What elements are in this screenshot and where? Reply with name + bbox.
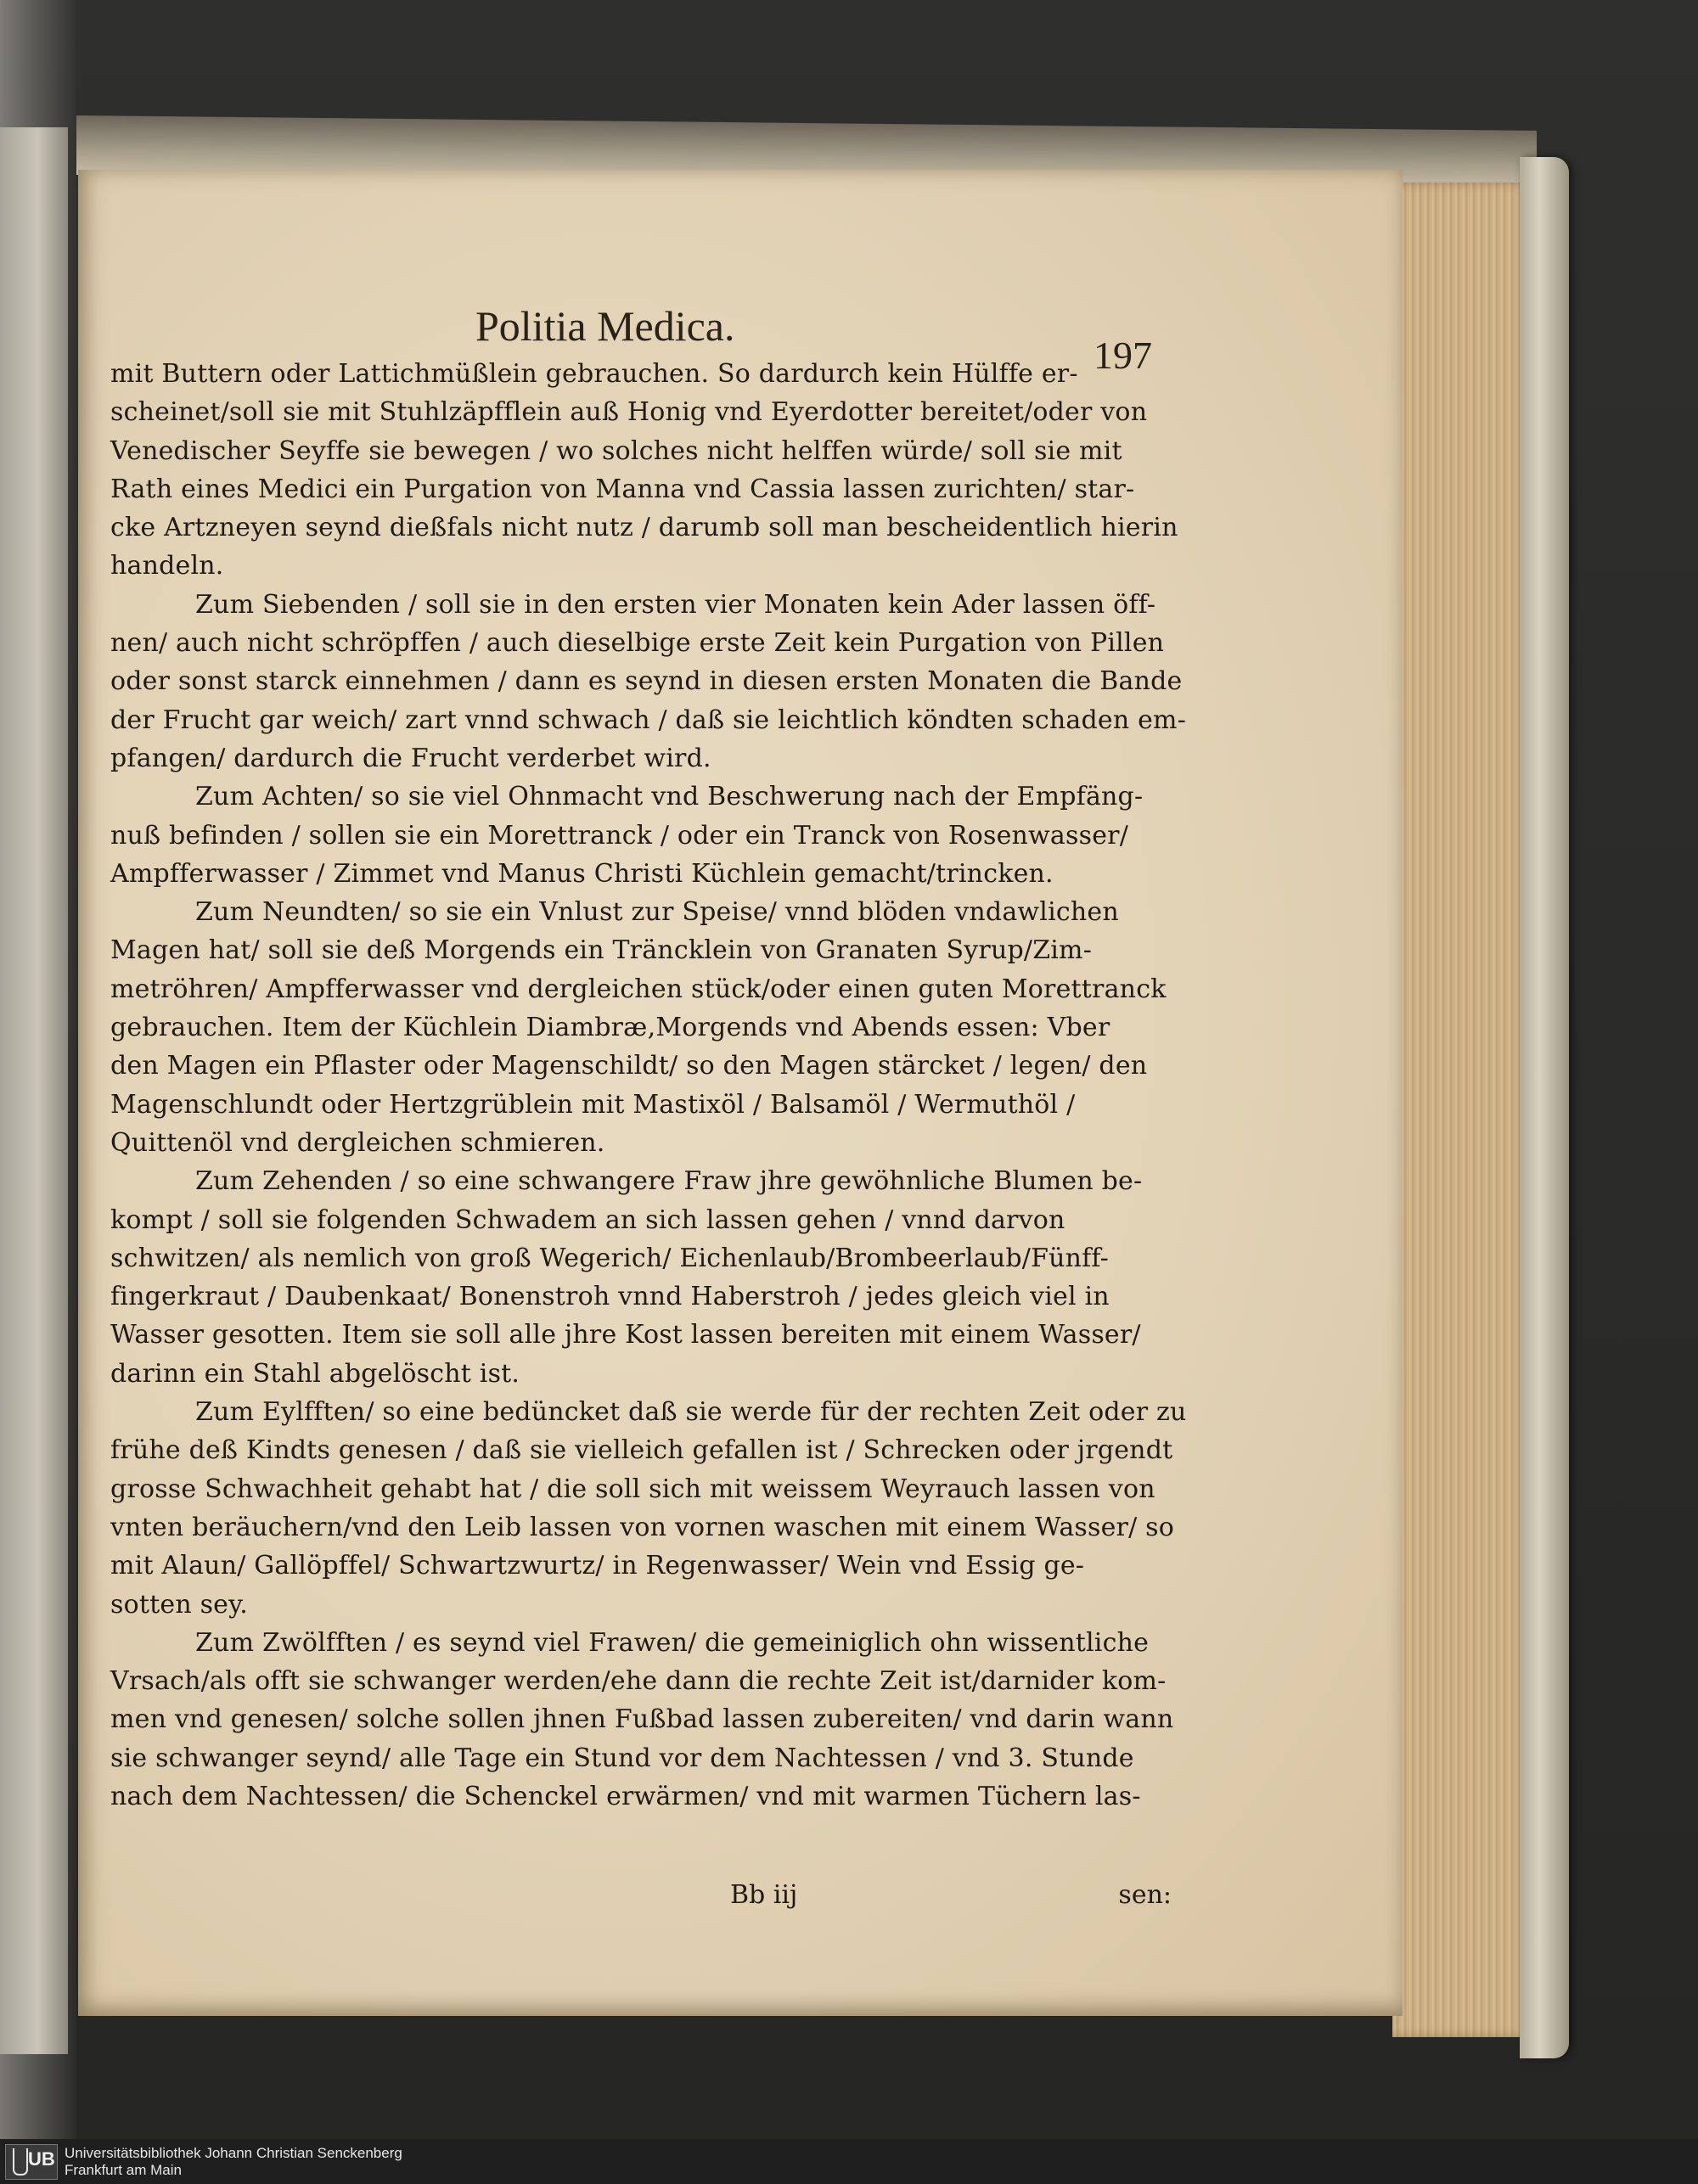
page-fore-edge xyxy=(1392,182,1532,2037)
text-line: Magenschlundt oder Hertzgrüblein mit Mastixöl / Balsamöl / Wermuthöl / xyxy=(110,1089,1076,1120)
text-line: metröhren/ Ampfferwasser vnd dergleichen stück/oder einen guten Morettranck xyxy=(110,974,1167,1004)
text-line: Quittenöl vnd dergleichen schmieren. xyxy=(110,1127,605,1158)
text-line: sie schwanger seynd/ alle Tage ein Stund vor dem Nachtessen / vnd 3. Stunde xyxy=(110,1743,1134,1773)
text-line: mit Alaun/ Gallöpffel/ Schwartzwurtz/ in Regenwasser/ Wein vnd Essig ge- xyxy=(110,1551,1085,1581)
text-line: mit Buttern oder Lattichmüßlein gebrauchen. So dardurch kein Hülffe er- xyxy=(110,359,1078,389)
text-line: Zum Achten/ so sie viel Ohnmacht vnd Beschwerung nach der Empfäng- xyxy=(195,782,1144,812)
text-line: Venedischer Seyffe sie bewegen / wo solches nicht helffen würde/ soll sie mit xyxy=(110,435,1122,466)
signature-mark: Bb iij xyxy=(730,1880,798,1910)
text-line: scheinet/soll sie mit Stuhlzäpfflein auß Honig vnd Eyerdotter bereitet/oder von xyxy=(110,397,1148,428)
library-logo-icon xyxy=(13,2148,28,2176)
text-line: kompt / soll sie folgenden Schwadem an sich lassen gehen / vnnd darvon xyxy=(110,1204,1065,1235)
text-line: cke Artzneyen seynd dießfals nicht nutz / darumb soll man bescheidentlich hierin xyxy=(110,513,1178,543)
text-line: den Magen ein Pflaster oder Magenschildt/ so den Magen stärcket / legen/ den xyxy=(110,1051,1148,1081)
text-line: oder sonst starck einnehmen / dann es seynd in diesen ersten Monaten die Bande xyxy=(110,666,1183,697)
library-city: Frankfurt am Main xyxy=(65,2162,182,2178)
running-head: Politia Medica. xyxy=(475,302,735,350)
catchword: sen: xyxy=(1118,1880,1172,1910)
text-line: schwitzen/ als nemlich von groß Wegerich/ Eichenlaub/Brombeerlaub/Fünff- xyxy=(110,1243,1110,1273)
text-line: handeln. xyxy=(110,551,224,581)
text-line: grosse Schwachheit gehabt hat / die soll sich mit weissem Weyrauch lassen von xyxy=(110,1474,1155,1504)
text-line: men vnd genesen/ solche sollen jhnen Fußbad lassen zubereiten/ vnd darin wann xyxy=(110,1704,1174,1735)
text-line: Zum Zehenden / so eine schwangere Fraw jhre gewöhnliche Blumen be- xyxy=(195,1166,1143,1197)
text-line: Wasser gesotten. Item sie soll alle jhre Kost lassen bereiten mit einem Wasser/ xyxy=(110,1320,1141,1350)
page-foot-line xyxy=(730,1880,1172,1919)
text-line: der Frucht gar weich/ zart vnnd schwach / daß sie leichtlich köndten schaden em- xyxy=(110,705,1187,735)
library-logo-text: UB xyxy=(28,2148,55,2170)
text-line: Magen hat/ soll sie deß Morgends ein Träncklein von Granaten Syrup/Zim- xyxy=(110,935,1093,966)
text-line: nach dem Nachtessen/ die Schenckel erwärmen/ vnd mit warmen Tüchern las- xyxy=(110,1781,1141,1811)
book-cover-edge xyxy=(1520,157,1569,2058)
text-line: gebrauchen. Item der Küchlein Diambræ,Morgends vnd Abends essen: Vber xyxy=(110,1013,1110,1043)
text-line: Zum Zwölfften / es seynd viel Frawen/ die gemeiniglich ohn wissentliche xyxy=(195,1627,1150,1658)
library-logo[interactable] xyxy=(5,2144,58,2180)
text-line: Rath eines Medici ein Purgation von Manna vnd Cassia lassen zurichten/ star- xyxy=(110,474,1135,504)
text-line: darinn ein Stahl abgelöscht ist. xyxy=(110,1358,520,1389)
text-line: nen/ auch nicht schröpffen / auch dieselbige erste Zeit kein Purgation von Pillen xyxy=(110,628,1165,659)
library-name: Universitätsbibliothek Johann Christian Senckenberg xyxy=(65,2145,402,2161)
text-line: pfangen/ dardurch die Frucht verderbet wird. xyxy=(110,743,711,773)
text-line: Zum Neundten/ so sie ein Vnlust zur Speise/ vnnd blöden vndawlichen xyxy=(195,897,1119,928)
page-number: 197 xyxy=(1094,334,1152,377)
text-line: vnten beräuchern/vnd den Leib lassen von vornen waschen mit einem Wasser/ so xyxy=(110,1512,1174,1542)
text-line: Ampfferwasser / Zimmet vnd Manus Christi Küchlein gemacht/trincken. xyxy=(110,858,1054,889)
text-line: Zum Eylfften/ so eine bedüncket daß sie werde für der rechten Zeit oder zu xyxy=(195,1397,1187,1428)
text-line: nuß befinden / sollen sie ein Morettranck / oder ein Tranck von Rosenwasser/ xyxy=(110,820,1129,851)
text-line: sotten sey. xyxy=(110,1589,249,1620)
text-line: frühe deß Kindts genesen / daß sie vielleich gefallen ist / Schrecken oder jrgendt xyxy=(110,1435,1173,1466)
body-text xyxy=(110,355,1187,1816)
library-credit xyxy=(65,2145,659,2179)
text-line: Zum Siebenden / soll sie in den ersten vier Monaten kein Ader lassen öff- xyxy=(195,589,1156,620)
text-line: fingerkraut / Daubenkaat/ Bonenstroh vnnd Haberstroh / jedes gleich viel in xyxy=(110,1282,1110,1312)
previous-page-sliver xyxy=(0,127,68,2054)
text-line: Vrsach/als offt sie schwanger werden/ehe dann die rechte Zeit ist/darnider kom- xyxy=(110,1666,1167,1697)
